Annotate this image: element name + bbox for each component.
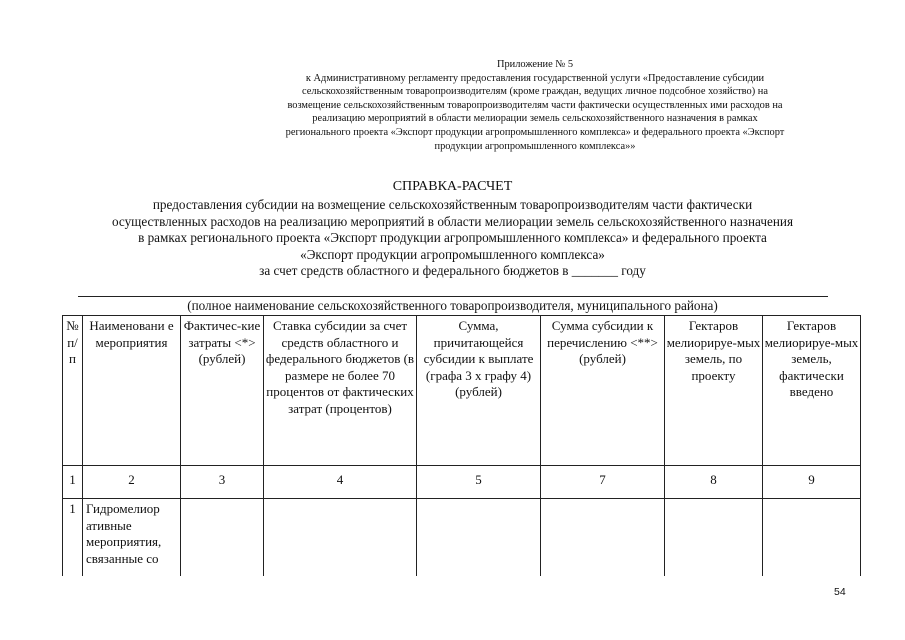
description-line: за счет средств областного и федерального бюджетов в _______ году bbox=[259, 263, 646, 279]
column-header: № п/п bbox=[63, 316, 83, 466]
column-number: 5 bbox=[417, 466, 541, 499]
description-line: предоставления субсидии на возмещение сельскохозяйственным товаропроизводителям части фактически bbox=[152, 197, 753, 212]
column-header: Сумма субсидии к перечислению <**> (рублей) bbox=[541, 316, 665, 466]
fill-in-line bbox=[78, 296, 828, 297]
description-line: «Экспорт продукции агропромышленного комплекса» bbox=[300, 246, 605, 262]
table-cell bbox=[264, 499, 417, 577]
column-header: Гектаров мелиорируе-мых земель, по проекту bbox=[665, 316, 763, 466]
column-number: 3 bbox=[181, 466, 264, 499]
table-cell bbox=[417, 499, 541, 577]
appendix-block bbox=[210, 58, 860, 153]
activity-name: Гидромелиор ативные мероприятия, связанные со bbox=[83, 499, 181, 577]
appendix-line: сельскохозяйственным товаропроизводителям (кроме граждан, ведущих личное подсобное хозяйство) на bbox=[302, 86, 768, 98]
table-cell bbox=[181, 499, 264, 577]
table-cell bbox=[763, 499, 861, 577]
column-header: Гектаров мелиорируе-мых земель, фактически введено bbox=[763, 316, 861, 466]
column-number: 8 bbox=[665, 466, 763, 499]
column-header: Сумма, причитающейся субсидии к выплате (графа 3 x графу 4) (рублей) bbox=[417, 316, 541, 466]
appendix-line: продукции агропромышленного комплекса»» bbox=[434, 140, 636, 152]
column-header: Фактичес-кие затраты <*> (рублей) bbox=[181, 316, 264, 466]
description-line: осуществленных расходов на реализацию мероприятий в области мелиорации земель сельскохозяйственного назначения bbox=[111, 213, 794, 229]
table-row bbox=[63, 499, 861, 577]
appendix-line: к Административному регламенту предоставления государственной услуги «Предоставление субсидии bbox=[305, 72, 765, 84]
column-header: Наименовани е мероприятия bbox=[83, 316, 181, 466]
calculation-table bbox=[62, 315, 861, 576]
column-number: 2 bbox=[83, 466, 181, 499]
column-number-row bbox=[63, 466, 861, 499]
column-number: 4 bbox=[264, 466, 417, 499]
document-title: СПРАВКА-РАСЧЕТ bbox=[392, 179, 513, 194]
appendix-line: возмещение сельскохозяйственным товаропроизводителям части фактически осуществленных ими расходов на bbox=[287, 99, 783, 111]
appendix-line: Приложение № 5 bbox=[496, 59, 574, 70]
column-header: Ставка субсидии за счет средств областного и федерального бюджетов (в размере не более 70 процентов от фактических затрат (процентов) bbox=[264, 316, 417, 466]
column-number: 7 bbox=[541, 466, 665, 499]
fill-in-caption: (полное наименование сельскохозяйственного товаропроизводителя, муниципального района) bbox=[187, 298, 718, 313]
description-line: в рамках регионального проекта «Экспорт продукции агропромышленного комплекса» и федерального проекта bbox=[138, 230, 767, 246]
page-number: 54 bbox=[834, 586, 846, 598]
title-description bbox=[40, 197, 865, 280]
row-number: 1 bbox=[63, 499, 83, 577]
appendix-line: регионального проекта «Экспорт продукции агропромышленного комплекса» и федерального проекта «Экспорт bbox=[285, 126, 785, 138]
appendix-line: реализацию мероприятий в области мелиорации земель сельскохозяйственного назначения в рамках bbox=[312, 113, 758, 125]
column-number: 9 bbox=[763, 466, 861, 499]
table-header-row bbox=[63, 316, 861, 466]
table-cell bbox=[665, 499, 763, 577]
table-cell bbox=[541, 499, 665, 577]
column-number: 1 bbox=[63, 466, 83, 499]
